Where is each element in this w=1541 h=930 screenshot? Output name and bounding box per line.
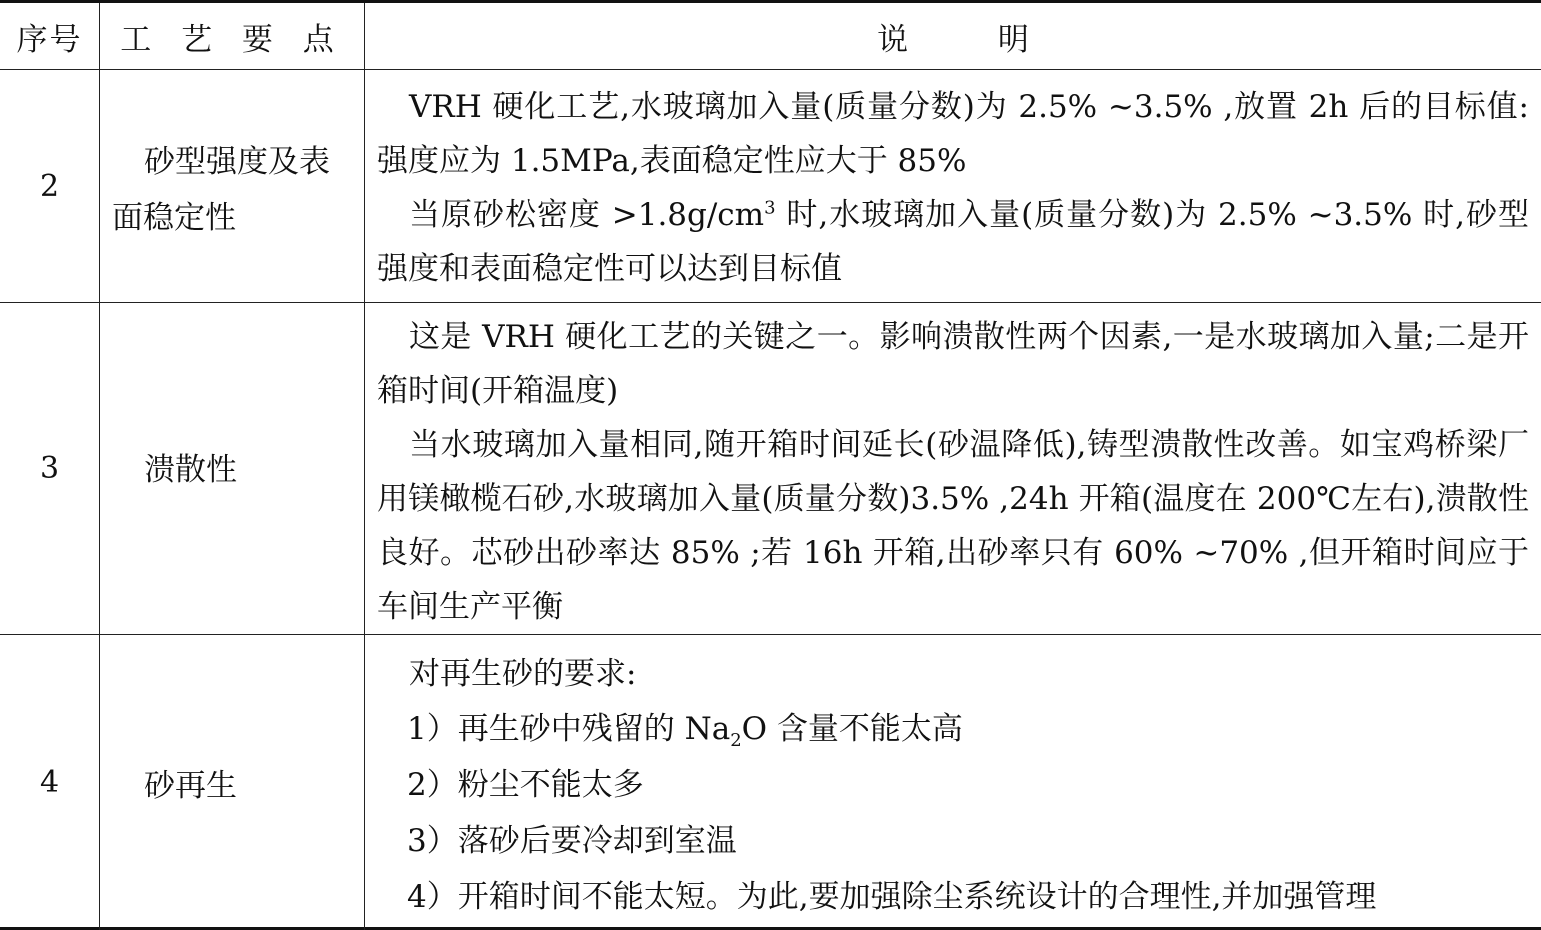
table-header-row <box>0 3 1541 70</box>
row-number: 2 <box>39 168 60 204</box>
description-text <box>377 80 1529 296</box>
description-cell <box>365 303 1541 634</box>
row-number-cell <box>0 70 100 302</box>
description-paragraph: VRH 硬化工艺,水玻璃加入量(质量分数)为 2.5% ~3.5% ,放置 2h 后的目标值:强度应为 1.5MPa,表面稳定性应大于 85% <box>377 89 1529 179</box>
requirement-item <box>377 701 1529 757</box>
table-row <box>0 635 1541 930</box>
description-paragraph: 当水玻璃加入量相同,随开箱时间延长(砂温降低),铸型溃散性改善。如宝鸡桥梁厂用镁橄榄石砂,水玻璃加入量(质量分数)3.5% ,24h 开箱(温度在 200℃左右),溃散性良好。芯砂出砂率达 85% ;若 16h 开箱,出砂率只有 60% ~70% ,但开箱时间应于车间生产平衡 <box>377 427 1529 625</box>
superscript-exponent: 3 <box>764 197 776 219</box>
description-text <box>377 647 1529 925</box>
description-paragraph <box>377 188 1529 296</box>
subscript-number: 2 <box>730 730 742 752</box>
requirement-item: 3）落砂后要冷却到室温 <box>407 823 737 859</box>
description-text <box>377 310 1529 634</box>
process-point-cell <box>100 70 365 302</box>
requirements-intro: 对再生砂的要求: <box>409 656 637 692</box>
process-point: 砂再生 <box>144 768 237 804</box>
row-number-cell <box>0 303 100 634</box>
process-point-cell <box>100 303 365 634</box>
requirement-item: 4）开箱时间不能太短。为此,要加强除尘系统设计的合理性,并加强管理 <box>407 879 1377 915</box>
row-number: 3 <box>39 451 60 486</box>
requirement-fragment: O 含量不能太高 <box>741 711 963 747</box>
description-cell <box>365 70 1541 302</box>
description-fragment: 当原砂松密度 >1.8g/cm <box>409 197 765 233</box>
header-cell-point <box>100 3 365 69</box>
header-point-label: 工 艺 要 点 <box>120 21 344 58</box>
table-row <box>0 70 1541 303</box>
header-desc-label: 说 明 <box>877 21 1069 58</box>
header-no-label: 序号 <box>16 21 83 58</box>
description-paragraph: 这是 VRH 硬化工艺的关键之一。影响溃散性两个因素,一是水玻璃加入量;二是开箱时间(开箱温度) <box>377 319 1529 409</box>
header-cell-desc <box>365 3 1541 69</box>
process-point: 砂型强度及表面稳定性 <box>112 144 330 236</box>
description-fragment: 时,水玻璃加入量(质量分数)为 2.5% ~3.5% 时,砂型强度和表面稳定性可以达到目标值 <box>377 197 1529 287</box>
header-cell-no <box>0 3 100 69</box>
row-number-cell <box>0 635 100 930</box>
requirement-fragment: 1）再生砂中残留的 Na <box>407 711 731 747</box>
process-point-cell <box>100 635 365 930</box>
table-row <box>0 303 1541 635</box>
requirement-item: 2）粉尘不能太多 <box>407 767 644 803</box>
description-cell <box>365 635 1541 930</box>
row-number: 4 <box>39 765 60 800</box>
process-point: 溃散性 <box>144 452 237 488</box>
